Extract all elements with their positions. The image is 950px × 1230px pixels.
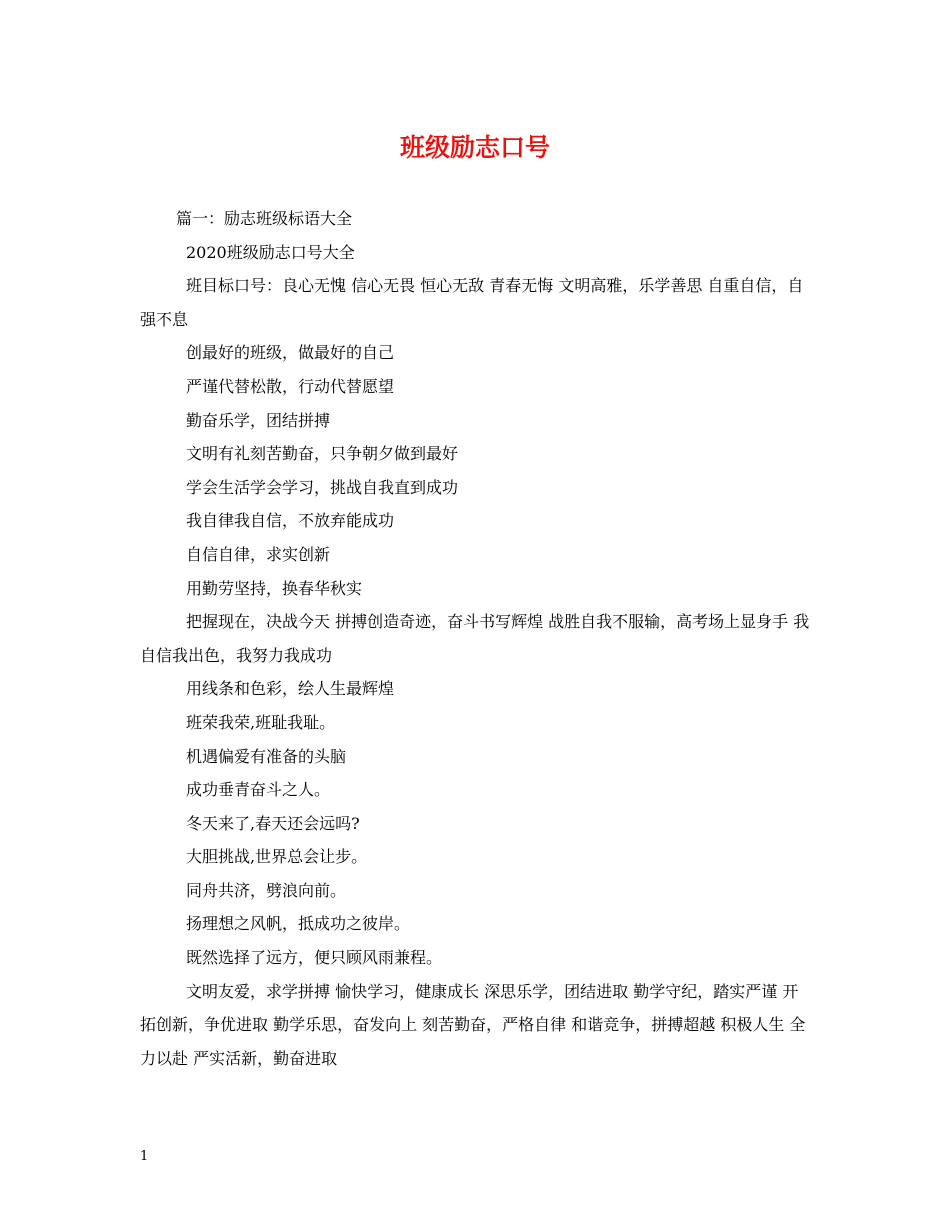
slogan-paragraph: 学会生活学会学习，挑战自我直到成功 [186,477,459,497]
slogan-paragraph: 用线条和色彩，绘人生最辉煌 [186,679,395,699]
document-body [140,202,814,1075]
slogan-paragraph: 用勤劳坚持，换春华秋实 [186,578,363,598]
slogan-paragraph: 把握现在，决战今天 拼搏创造奇迹，奋斗书写辉煌 战胜自我不服输，高考场上显身手 我自信我出色，我努力我成功 [140,612,810,665]
slogan-paragraph: 大胆挑战,世界总会让步。 [186,847,368,867]
page-number: 1 [140,1149,149,1164]
document-title: 班级励志口号 [399,133,550,162]
slogan-paragraph: 机遇偏爱有准备的头脑 [186,746,347,766]
slogan-paragraph: 创最好的班级，做最好的自己 [186,343,395,363]
slogan-paragraph: 自信自律，求实创新 [186,544,331,564]
slogan-paragraph: 班目标口号：良心无愧 信心无畏 恒心无敌 青春无悔 文明高雅，乐学善思 自重自信，自强不息 [140,276,804,329]
slogan-paragraph: 班荣我荣,班耻我耻。 [186,712,336,732]
slogan-paragraph: 同舟共济，劈浪向前。 [186,880,347,900]
slogan-paragraph: 我自律我自信，不放弃能成功 [186,511,395,531]
section-heading: 篇一：励志班级标语大全 [176,209,353,228]
slogan-paragraph: 冬天来了,春天还会远吗? [186,813,360,833]
slogan-paragraph: 勤奋乐学，团结拼搏 [186,410,331,430]
slogan-paragraph: 严谨代替松散，行动代替愿望 [186,376,395,396]
slogan-paragraph: 既然选择了远方，便只顾风雨兼程。 [186,948,443,968]
slogan-paragraph: 扬理想之风帆，抵成功之彼岸。 [186,914,411,934]
slogan-paragraph: 文明有礼刻苦勤奋，只争朝夕做到最好 [186,444,459,464]
subheading: 2020班级励志口号大全 [186,242,355,262]
slogan-paragraph: 成功垂青奋斗之人。 [186,780,331,800]
slogan-paragraph: 文明友爱，求学拼搏 愉快学习，健康成长 深思乐学，团结进取 勤学守纪，踏实严谨 开拓创新，争优进取 勤学乐思，奋发向上 刻苦勤奋，严格自律 和谐竞争，拼搏超越 积极人生 全力以赴 严实活新，勤奋进取 [140,981,806,1068]
